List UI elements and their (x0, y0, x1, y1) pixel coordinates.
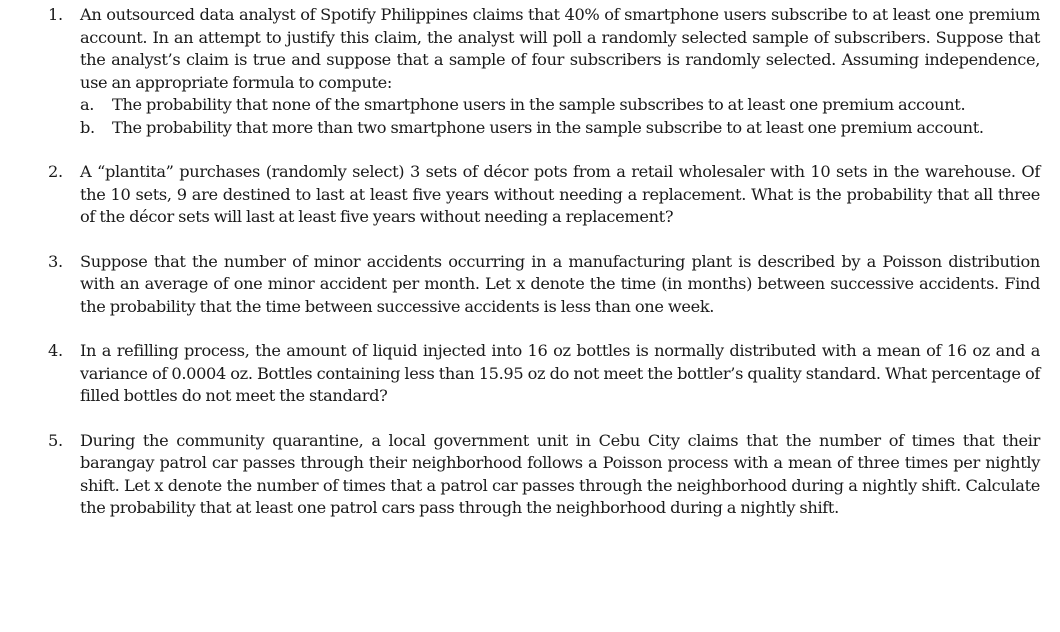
question-text: A “plantita” purchases (randomly select) 3 sets of décor pots from a retail wholesaler with 10 sets in the warehouse. Of the 10 sets, 9 are destined to last at least five years without needing a replacement. What is the probability that all three of the décor sets will last at least five years without needing a replacement? (80, 162, 1040, 226)
sub-question-a (80, 94, 1040, 117)
question-text: In a refilling process, the amount of liquid injected into 16 oz bottles is normally distributed with a mean of 16 oz and a variance of 0.0004 oz. Bottles containing less than 15.95 oz do not meet the bottler’s quality standard. What percentage of filled bottles do not meet the standard? (80, 341, 1040, 405)
sub-question-text: The probability that more than two smartphone users in the sample subscribe to at least one premium account. (112, 117, 984, 137)
question-number: 4. (48, 341, 63, 360)
question-number: 5. (48, 430, 63, 450)
sub-question-letter: b. (80, 117, 95, 137)
question-4 (48, 340, 1040, 408)
sub-question-letter: a. (80, 95, 95, 114)
question-5 (48, 430, 1040, 520)
question-text: An outsourced data analyst of Spotify Philippines claims that 40% of smartphone users subscribe to at least one premium account. In an attempt to justify this claim, the analyst will poll a randomly selected sample of subscribers. Suppose that the analyst’s claim is true and suppose that a sample of four subscribers is randomly selected. Assuming independence, use an appropriate formula to compute: (80, 5, 1040, 92)
question-text: During the community quarantine, a local government unit in Cebu City claims that the number of times that their barangay patrol car passes through their neighborhood follows a Poisson process with a mean of three times per nightly shift. Let x denote the number of times that a patrol car passes through the neighborhood during a nightly shift. Calculate the probability that at least one patrol cars pass through the neighborhood during a nightly shift. (80, 430, 1040, 517)
sub-question-text: The probability that none of the smartphone users in the sample subscribes to at least one premium account. (112, 95, 966, 114)
question-number: 1. (48, 5, 63, 24)
question-1 (48, 4, 1040, 139)
question-text: Suppose that the number of minor accidents occurring in a manufacturing plant is described by a Poisson distribution with an average of one minor accident per month. Let x denote the time (in months) between successive accidents. Find the probability that the time between successive accidents is less than one week. (80, 251, 1040, 316)
question-2 (48, 161, 1040, 229)
question-number: 2. (48, 162, 63, 181)
question-number: 3. (48, 251, 63, 271)
question-3 (48, 251, 1040, 319)
question-body (80, 4, 1040, 139)
sub-question-b (80, 117, 1040, 140)
problem-set-document (48, 4, 1040, 542)
